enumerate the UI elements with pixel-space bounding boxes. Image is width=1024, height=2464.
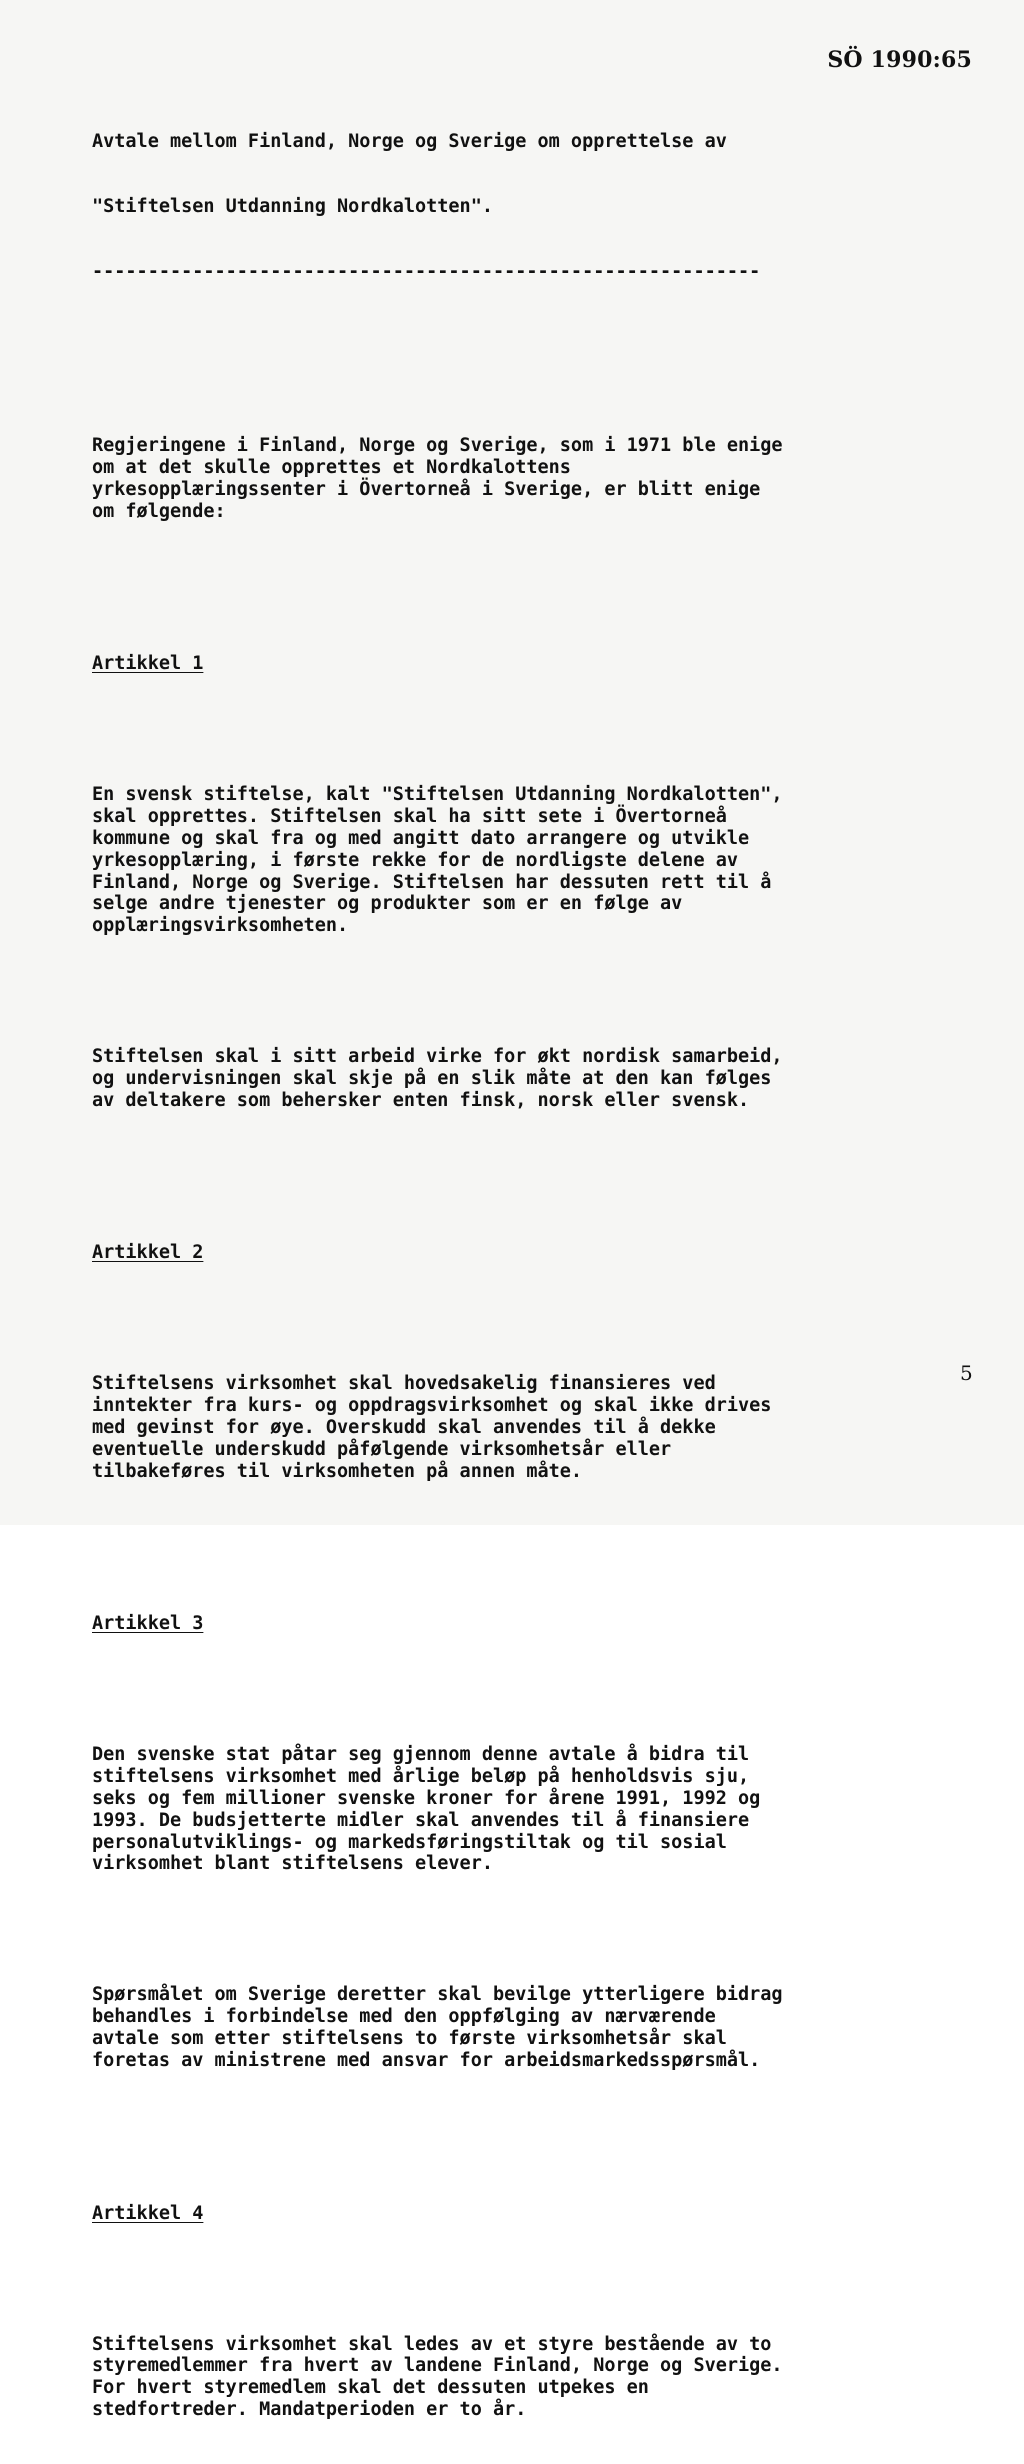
document-title-line-1: Avtale mellom Finland, Norge og Sverige om opprettelse av (92, 130, 727, 152)
title-rule: ------------------------------------------------------------ (92, 261, 761, 283)
document-reference: SÖ 1990:65 (827, 47, 972, 73)
document-title-line-2: "Stiftelsen Utdanning Nordkalotten". (92, 195, 493, 217)
article-2-paragraph-1: Stiftelsens virksomhet skal hovedsakelig finansieres ved inntekter fra kurs- og oppdragsvirksomhet og skal ikke drives med gevinst for øye. Overskudd skal anvendes til å dekke eventuelle underskudd påfølgende virksomhetsår eller tilbakeføres til virksomheten på annen måte. (92, 1373, 772, 1482)
document-body (92, 87, 942, 2464)
page-number: 5 (960, 1361, 973, 1385)
article-3-paragraph-2: Spørsmålet om Sverige deretter skal bevilge ytterligere bidrag behandles i forbindelse med den oppfølging av nærværende avtale som etter stiftelsens to første virksomhetsår skal foretas av ministrene med ansvar for arbeidsmarkedsspørsmål. (92, 1984, 783, 2071)
article-3-heading: Artikkel 3 (92, 1613, 204, 1635)
article-1-paragraph-1: En svensk stiftelse, kalt "Stiftelsen Utdanning Nordkalotten", skal opprettes. Stiftelsen skal ha sitt sete i Övertorneå kommune og skal fra og med angitt dato arrangere og utvikle yrkesopplæring, i første rekke for de nordligste delene av Finland, Norge og Sverige. Stiftelsen har dessuten rett til å selge andre tjenester og produkter som er en følge av opplæringsvirksomheten. (92, 784, 783, 937)
article-1-heading: Artikkel 1 (92, 653, 204, 675)
article-3-paragraph-1: Den svenske stat påtar seg gjennom denne avtale å bidra til stiftelsens virksomhet med årlige beløp på henholdsvis sju, seks og fem millioner svenske kroner for årene 1991, 1992 og 1993. De budsjetterte midler skal anvendes til å finansiere personalutviklings- og markedsføringstiltak og til sosial virksomhet blant stiftelsens elever. (92, 1744, 761, 1875)
article-4-paragraph-1: Stiftelsens virksomhet skal ledes av et styre bestående av to styremedlemmer fra hvert av landene Finland, Norge og Sverige. For hvert styremedlem skal det dessuten utpekes en stedfortreder. Mandatperioden er to år. (92, 2333, 783, 2420)
article-2-heading: Artikkel 2 (92, 1242, 204, 1264)
article-1-paragraph-2: Stiftelsen skal i sitt arbeid virke for økt nordisk samarbeid, og undervisningen skal skje på en slik måte at den kan følges av deltakere som behersker enten finsk, norsk eller svensk. (92, 1046, 783, 1111)
article-4-heading: Artikkel 4 (92, 2202, 204, 2224)
preamble: Regjeringene i Finland, Norge og Sverige, som i 1971 ble enige om at det skulle opprettes et Nordkalottens yrkesopplæringssenter i Övertorneå i Sverige, er blitt enige om følgende: (92, 435, 783, 522)
